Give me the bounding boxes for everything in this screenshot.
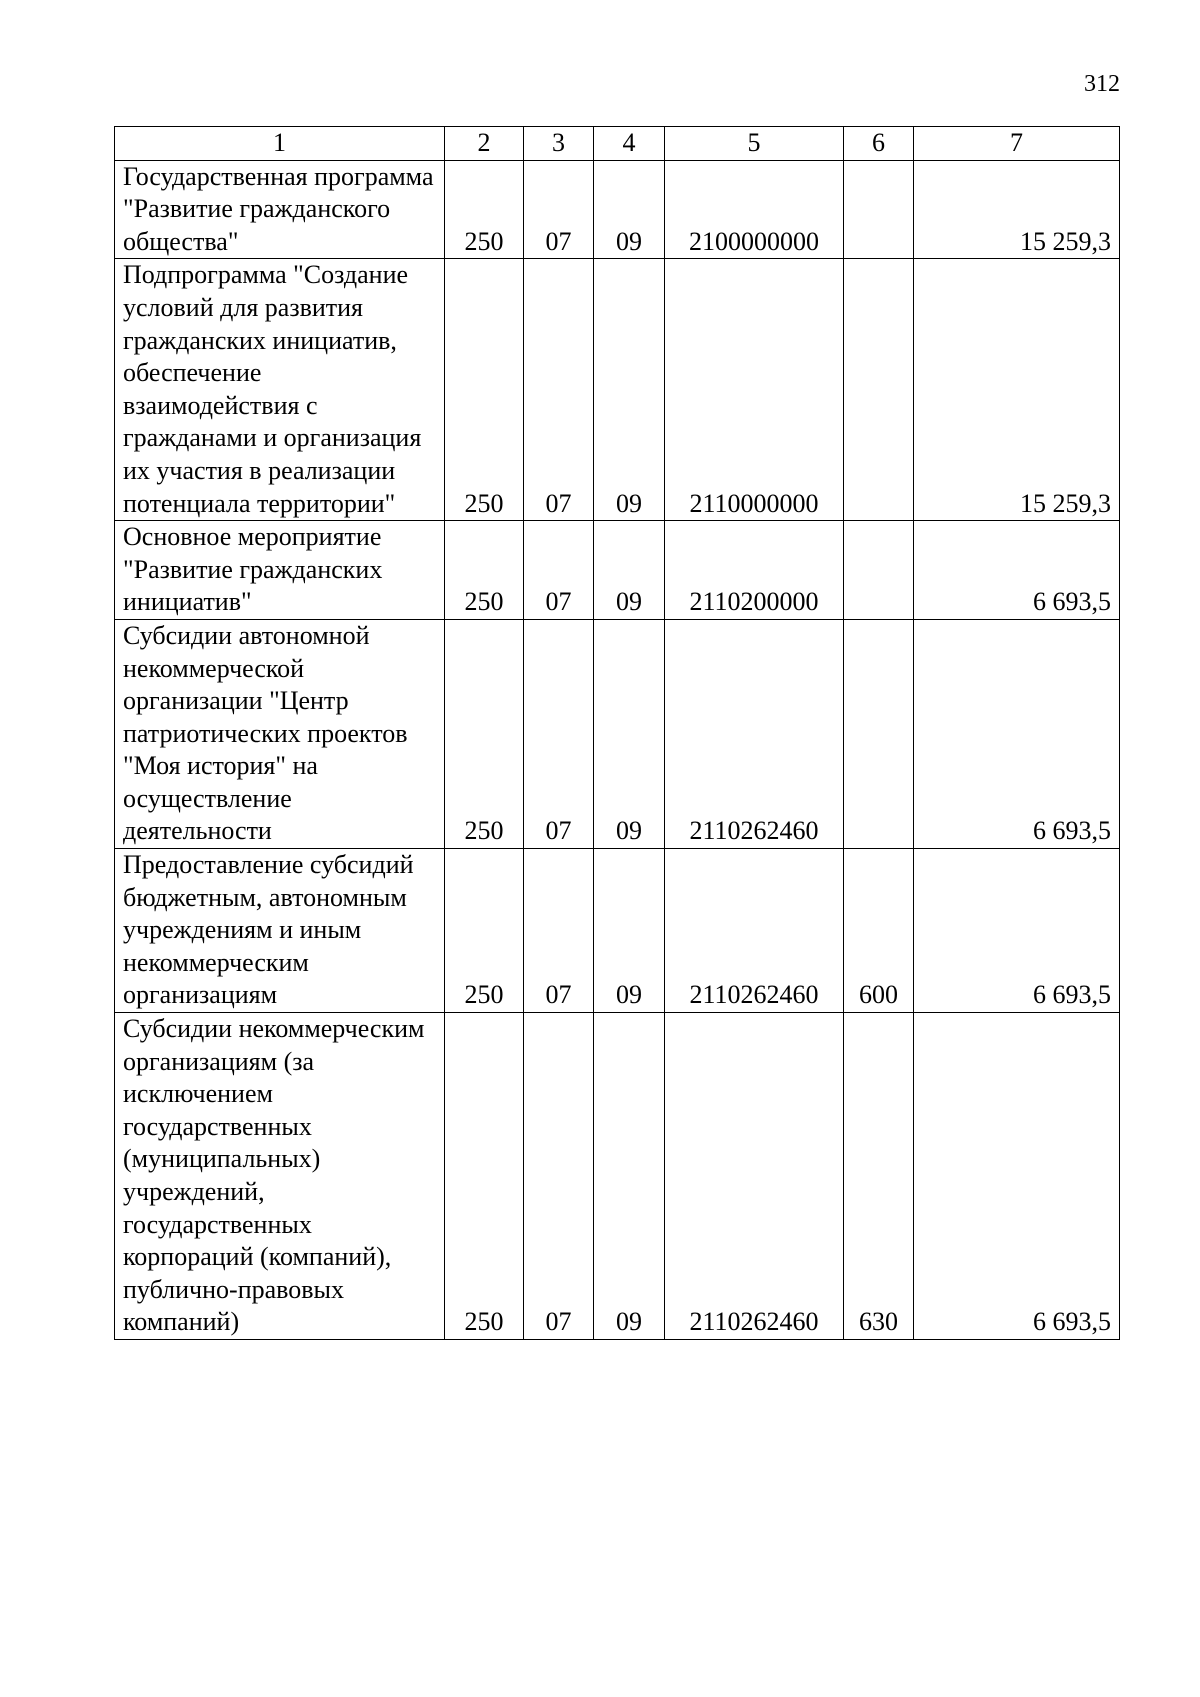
row-amount: 15 259,3 — [914, 259, 1120, 521]
row-code-3: 07 — [524, 521, 594, 620]
table-row — [115, 160, 1120, 259]
row-code-3: 07 — [524, 1013, 594, 1340]
row-name: Основное мероприятие "Развитие гражданских инициатив" — [115, 521, 445, 620]
row-code-3: 07 — [524, 160, 594, 259]
row-code-2: 250 — [445, 259, 524, 521]
column-header-6: 6 — [844, 127, 914, 161]
row-code-2: 250 — [445, 619, 524, 848]
column-header-2: 2 — [445, 127, 524, 161]
table-row — [115, 259, 1120, 521]
column-header-7: 7 — [914, 127, 1120, 161]
row-code-2: 250 — [445, 1013, 524, 1340]
column-header-5: 5 — [665, 127, 844, 161]
row-amount: 6 693,5 — [914, 619, 1120, 848]
row-code-6 — [844, 619, 914, 848]
row-code-5: 2110262460 — [665, 849, 844, 1013]
table-row — [115, 619, 1120, 848]
header-row — [115, 127, 1120, 161]
row-code-6 — [844, 160, 914, 259]
row-name: Подпрограмма "Создание условий для развития гражданских инициатив, обеспечение взаимодействия с гражданами и организация их участия в реализации потенциала территории" — [115, 259, 445, 521]
table-row — [115, 1013, 1120, 1340]
row-code-3: 07 — [524, 849, 594, 1013]
column-header-1: 1 — [115, 127, 445, 161]
row-code-2: 250 — [445, 521, 524, 620]
row-code-6 — [844, 521, 914, 620]
row-name: Субсидии автономной некоммерческой организации "Центр патриотических проектов "Моя история" на осуществление деятельности — [115, 619, 445, 848]
row-code-4: 09 — [594, 849, 665, 1013]
row-code-4: 09 — [594, 521, 665, 620]
row-code-5: 2110200000 — [665, 521, 844, 620]
row-code-3: 07 — [524, 619, 594, 848]
row-code-6: 630 — [844, 1013, 914, 1340]
row-code-4: 09 — [594, 259, 665, 521]
table-row — [115, 521, 1120, 620]
row-code-5: 2100000000 — [665, 160, 844, 259]
row-name: Государственная программа "Развитие гражданского общества" — [115, 160, 445, 259]
row-code-6: 600 — [844, 849, 914, 1013]
row-code-6 — [844, 259, 914, 521]
row-name: Предоставление субсидий бюджетным, автономным учреждениям и иным некоммерческим организациям — [115, 849, 445, 1013]
row-code-4: 09 — [594, 619, 665, 848]
row-code-5: 2110262460 — [665, 1013, 844, 1340]
row-code-4: 09 — [594, 160, 665, 259]
table-row — [115, 849, 1120, 1013]
column-header-3: 3 — [524, 127, 594, 161]
row-code-2: 250 — [445, 160, 524, 259]
page-number: 312 — [1084, 71, 1120, 97]
row-code-5: 2110262460 — [665, 619, 844, 848]
row-code-2: 250 — [445, 849, 524, 1013]
row-amount: 6 693,5 — [914, 1013, 1120, 1340]
row-name: Субсидии некоммерческим организациям (за исключением государственных (муниципальных) учреждений, государственных корпораций (компаний), публично-правовых компаний) — [115, 1013, 445, 1340]
budget-table — [114, 126, 1120, 1340]
row-amount: 6 693,5 — [914, 849, 1120, 1013]
row-code-4: 09 — [594, 1013, 665, 1340]
column-header-4: 4 — [594, 127, 665, 161]
row-code-3: 07 — [524, 259, 594, 521]
row-code-5: 2110000000 — [665, 259, 844, 521]
row-amount: 6 693,5 — [914, 521, 1120, 620]
row-amount: 15 259,3 — [914, 160, 1120, 259]
